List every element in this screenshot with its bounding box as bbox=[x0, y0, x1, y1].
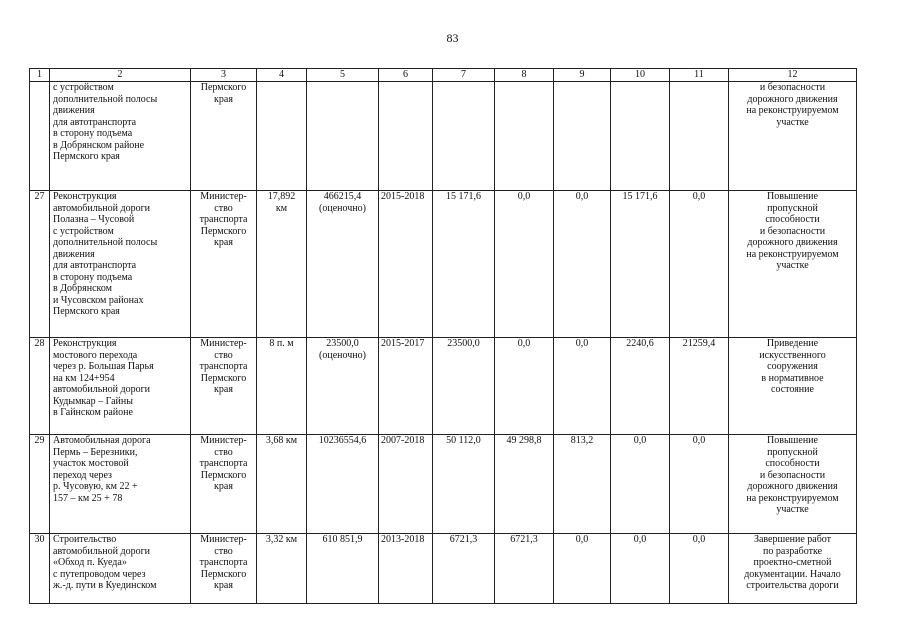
column-number: 2 bbox=[50, 69, 191, 82]
projects-table bbox=[29, 68, 857, 604]
total-cost: 23500,0 (оценочно) bbox=[307, 338, 379, 435]
executor: Министер- ство транспорта Пермского края bbox=[191, 534, 257, 604]
executor: Министер- ство транспорта Пермского края bbox=[191, 191, 257, 338]
value-col7: 23500,0 bbox=[433, 338, 495, 435]
value-col10: 2240,6 bbox=[611, 338, 670, 435]
expected-result: Повышение пропускной способности и безопасности дорожного движения на реконструируемом участке bbox=[729, 435, 857, 534]
length: 3,68 км bbox=[257, 435, 307, 534]
table-row bbox=[30, 82, 857, 191]
column-number: 5 bbox=[307, 69, 379, 82]
total-cost: 466215,4 (оценочно) bbox=[307, 191, 379, 338]
row-number: 30 bbox=[30, 534, 50, 604]
total-cost: 10236554,6 bbox=[307, 435, 379, 534]
executor: Министер- ство транспорта Пермского края bbox=[191, 435, 257, 534]
value-col11: 0,0 bbox=[670, 534, 729, 604]
column-number: 11 bbox=[670, 69, 729, 82]
table-row bbox=[30, 191, 857, 338]
value-col10: 15 171,6 bbox=[611, 191, 670, 338]
length: 3,32 км bbox=[257, 534, 307, 604]
value-col8: 0,0 bbox=[495, 338, 554, 435]
value-col11: 0,0 bbox=[670, 435, 729, 534]
column-number: 4 bbox=[257, 69, 307, 82]
column-number: 12 bbox=[729, 69, 857, 82]
table-row bbox=[30, 338, 857, 435]
value-col9 bbox=[554, 82, 611, 191]
value-col9: 0,0 bbox=[554, 338, 611, 435]
executor: Министер- ство транспорта Пермского края bbox=[191, 338, 257, 435]
value-col10: 0,0 bbox=[611, 435, 670, 534]
period: 2015-2018 bbox=[379, 191, 433, 338]
column-number: 8 bbox=[495, 69, 554, 82]
length: 8 п. м bbox=[257, 338, 307, 435]
value-col7: 50 112,0 bbox=[433, 435, 495, 534]
value-col7: 15 171,6 bbox=[433, 191, 495, 338]
total-cost bbox=[307, 82, 379, 191]
table-row bbox=[30, 435, 857, 534]
value-col7: 6721,3 bbox=[433, 534, 495, 604]
column-number: 10 bbox=[611, 69, 670, 82]
column-number: 9 bbox=[554, 69, 611, 82]
total-cost: 610 851,9 bbox=[307, 534, 379, 604]
project-name: Строительство автомобильной дороги «Обход п. Куеда» с путепроводом через ж.-д. пути в Куединском bbox=[50, 534, 191, 604]
period: 2013-2018 bbox=[379, 534, 433, 604]
period bbox=[379, 82, 433, 191]
column-numbers-row bbox=[30, 69, 857, 82]
column-number: 7 bbox=[433, 69, 495, 82]
value-col8: 0,0 bbox=[495, 191, 554, 338]
project-name: Реконструкция автомобильной дороги Полазна – Чусовой с устройством дополнительной полосы движения для автотранспорта в сторону подъема в Добрянском и Чусовском районах Пермского края bbox=[50, 191, 191, 338]
value-col11: 0,0 bbox=[670, 191, 729, 338]
value-col11: 21259,4 bbox=[670, 338, 729, 435]
expected-result: и безопасности дорожного движения на реконструируемом участке bbox=[729, 82, 857, 191]
expected-result: Завершение работ по разработке проектно-сметной документации. Начало строительства дороги bbox=[729, 534, 857, 604]
row-number: 28 bbox=[30, 338, 50, 435]
expected-result: Приведение искусственного сооружения в нормативное состояние bbox=[729, 338, 857, 435]
page-number: 83 bbox=[446, 31, 459, 45]
column-number: 3 bbox=[191, 69, 257, 82]
executor: Пермского края bbox=[191, 82, 257, 191]
project-name: Автомобильная дорога Пермь – Березники, участок мостовой переход через р. Чусовую, км 22 + 157 – км 25 + 78 bbox=[50, 435, 191, 534]
project-name: с устройством дополнительной полосы движения для автотранспорта в сторону подъема в Добрянском районе Пермского края bbox=[50, 82, 191, 191]
column-number: 1 bbox=[30, 69, 50, 82]
length bbox=[257, 82, 307, 191]
period: 2007-2018 bbox=[379, 435, 433, 534]
table-row bbox=[30, 534, 857, 604]
value-col10 bbox=[611, 82, 670, 191]
value-col8: 6721,3 bbox=[495, 534, 554, 604]
value-col10: 0,0 bbox=[611, 534, 670, 604]
value-col8: 49 298,8 bbox=[495, 435, 554, 534]
value-col9: 813,2 bbox=[554, 435, 611, 534]
value-col11 bbox=[670, 82, 729, 191]
row-number: 27 bbox=[30, 191, 50, 338]
value-col9: 0,0 bbox=[554, 191, 611, 338]
value-col9: 0,0 bbox=[554, 534, 611, 604]
row-number: 29 bbox=[30, 435, 50, 534]
value-col8 bbox=[495, 82, 554, 191]
row-number bbox=[30, 82, 50, 191]
project-name: Реконструкция мостового перехода через р. Большая Парья на км 124+954 автомобильной дороги Кудымкар – Гайны в Гайнском районе bbox=[50, 338, 191, 435]
period: 2015-2017 bbox=[379, 338, 433, 435]
expected-result: Повышение пропускной способности и безопасности дорожного движения на реконструируемом участке bbox=[729, 191, 857, 338]
length: 17,892 км bbox=[257, 191, 307, 338]
value-col7 bbox=[433, 82, 495, 191]
column-number: 6 bbox=[379, 69, 433, 82]
